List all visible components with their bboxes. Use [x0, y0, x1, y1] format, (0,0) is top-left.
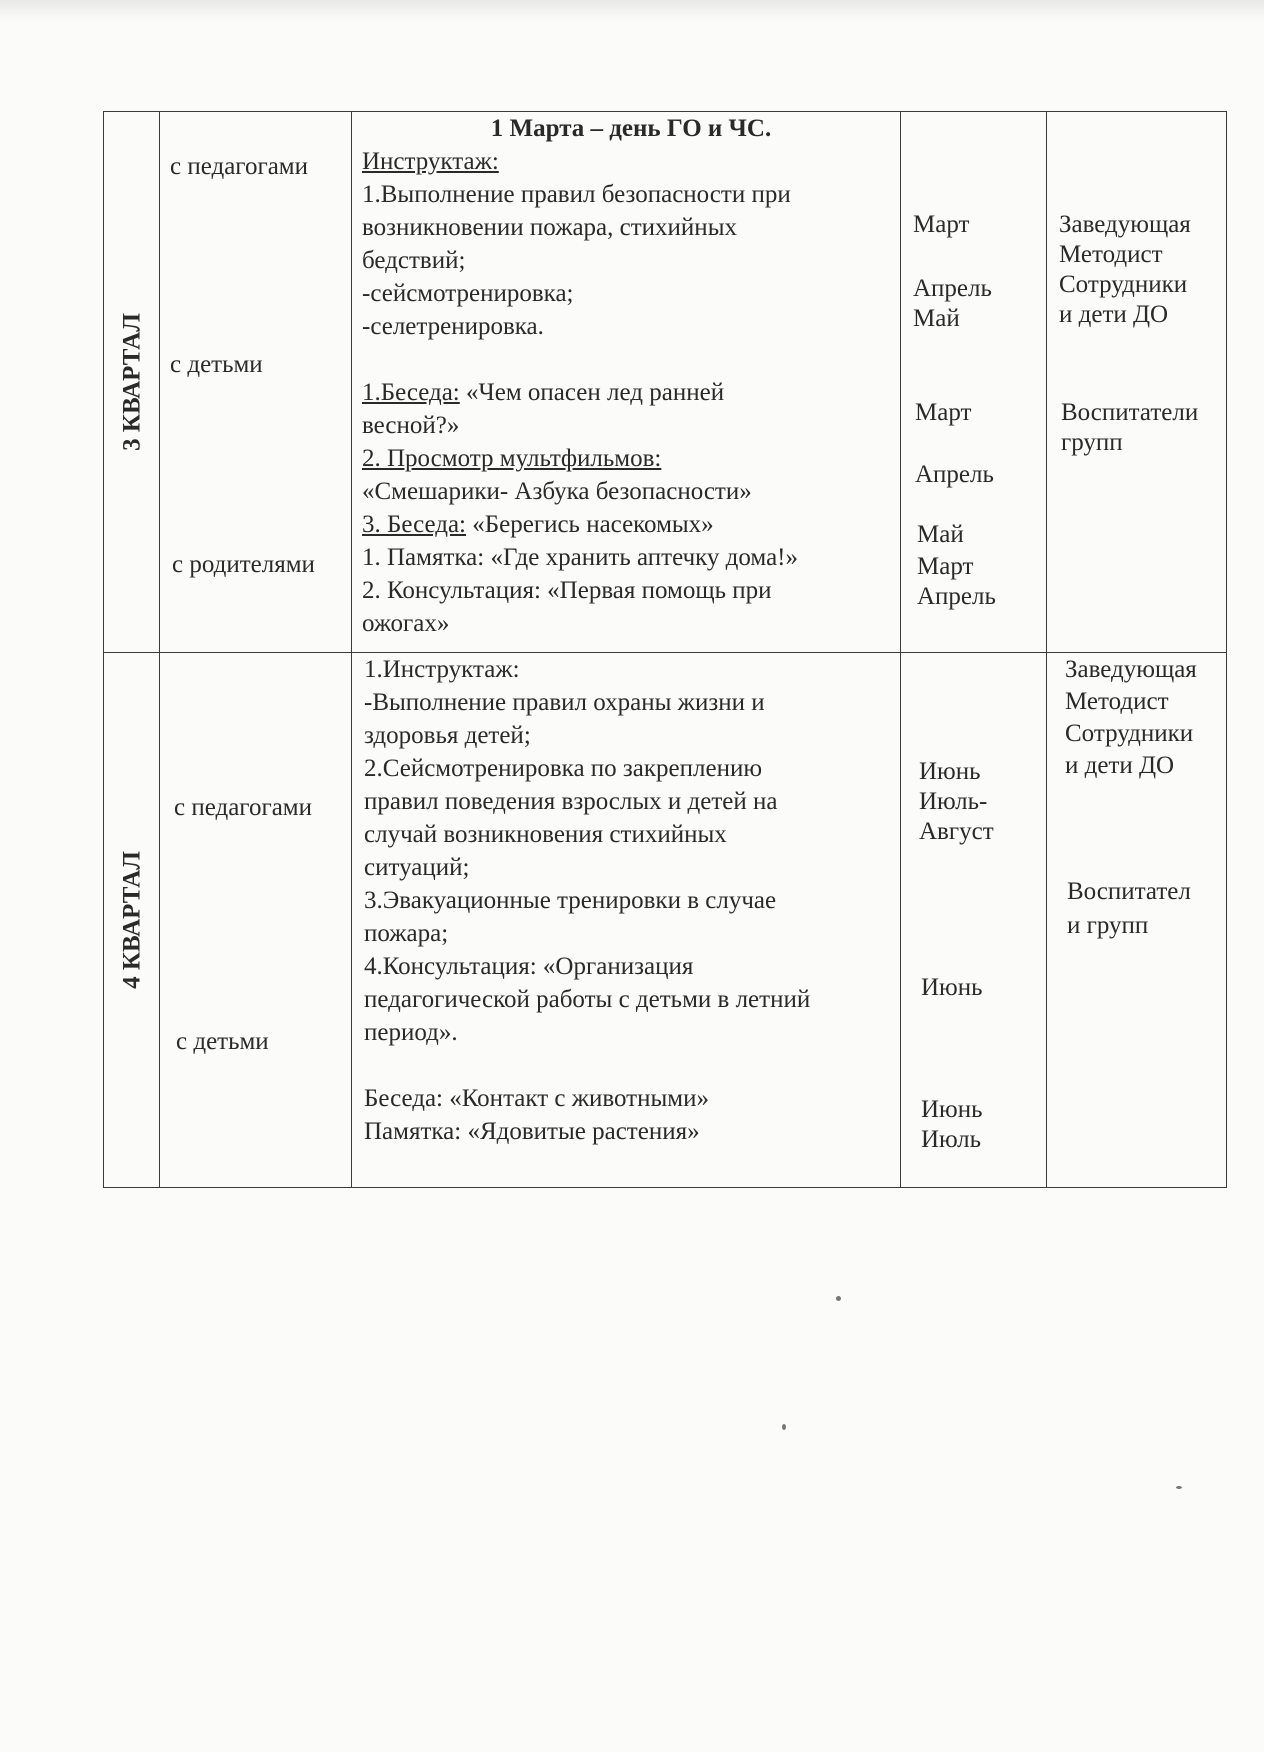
- plan-table: [103, 111, 1221, 1187]
- text-line: весной?»: [362, 412, 460, 439]
- text-line: правил поведения взрослых и детей на: [364, 788, 778, 815]
- content-cell: [352, 653, 901, 1188]
- text-line: -селетренировка.: [362, 313, 544, 340]
- text-line: Беседа: «Контакт с животными»: [364, 1085, 709, 1112]
- date: Апрель: [915, 461, 994, 488]
- responsible: Сотрудники: [1065, 720, 1194, 747]
- responsible-cell: [1047, 112, 1227, 653]
- date: Июнь: [921, 1096, 983, 1123]
- date: Май: [913, 305, 960, 332]
- text-line: 1.Беседа: «Чем опасен лед ранней: [362, 379, 725, 406]
- responsible: групп: [1061, 429, 1123, 456]
- quarter-4-label: 4 КВАРТАЛ: [118, 851, 145, 989]
- responsible: и дети ДО: [1065, 752, 1175, 779]
- text-line: возникновении пожара, стихийных: [362, 214, 737, 241]
- text-line: «Смешарики- Азбука безопасности»: [362, 478, 752, 505]
- text-line: 3. Беседа: «Берегись насекомых»: [362, 511, 714, 538]
- responsible: Методист: [1059, 241, 1163, 268]
- text-line: -Выполнение правил охраны жизни и: [364, 689, 765, 716]
- responsible-cell: [1047, 653, 1227, 1188]
- responsible: Сотрудники: [1059, 271, 1188, 298]
- group-teachers: с педагогами: [170, 153, 308, 180]
- section-heading: 1 Марта – день ГО и ЧС.: [490, 115, 772, 142]
- groups-cell: [160, 653, 352, 1188]
- date: Июнь: [921, 974, 983, 1001]
- date: Июнь: [919, 758, 981, 785]
- table-row: [104, 653, 1227, 1188]
- dates-cell: [901, 112, 1047, 653]
- text-line: ожогах»: [362, 610, 450, 637]
- table-row: [104, 112, 1227, 653]
- responsible: и групп: [1067, 912, 1149, 939]
- text-line: 1.Выполнение правил безопасности при: [362, 181, 791, 208]
- text-line: Памятка: «Ядовитые растения»: [364, 1118, 700, 1145]
- text-line: пожара;: [364, 920, 449, 947]
- date: Май: [917, 521, 964, 548]
- date: Март: [913, 211, 970, 238]
- responsible: Заведующая: [1059, 211, 1191, 238]
- text-line: здоровья детей;: [364, 722, 531, 749]
- scan-speck: [1176, 1486, 1182, 1489]
- date: Июль-: [919, 788, 988, 815]
- scan-speck: [782, 1424, 786, 1430]
- group-teachers: с педагогами: [174, 794, 312, 821]
- date: Апрель: [917, 583, 996, 610]
- group-parents: с родителями: [172, 551, 315, 578]
- text-line: 4.Консультация: «Организация: [364, 953, 694, 980]
- date: Март: [917, 553, 974, 580]
- date: Март: [915, 399, 972, 426]
- text-line: 1.Инструктаж:: [364, 656, 520, 683]
- text-line: 3.Эвакуационные тренировки в случае: [364, 887, 777, 914]
- dates-cell: [901, 653, 1047, 1188]
- responsible: Воспитател: [1067, 878, 1191, 905]
- text-line: 2.Сейсмотренировка по закреплению: [364, 755, 763, 782]
- instruction-title: Инструктаж:: [362, 148, 499, 175]
- text-line: 2. Просмотр мультфильмов:: [362, 445, 662, 472]
- group-children: с детьми: [176, 1028, 269, 1055]
- text-line: педагогической работы с детьми в летний: [364, 986, 811, 1013]
- date: Апрель: [913, 275, 992, 302]
- text-line: бедствий;: [362, 247, 466, 274]
- text-line: 2. Консультация: «Первая помощь при: [362, 577, 772, 604]
- quarter-4-cell: [104, 653, 160, 1188]
- text-line: -сейсмотренировка;: [362, 280, 574, 307]
- group-children: с детьми: [170, 351, 263, 378]
- text-line: период».: [364, 1019, 458, 1046]
- responsible: Методист: [1065, 688, 1169, 715]
- responsible: и дети ДО: [1059, 301, 1169, 328]
- page-edge: [0, 0, 1264, 22]
- responsible: Заведующая: [1065, 656, 1197, 683]
- responsible: Воспитатели: [1061, 399, 1199, 426]
- text-line: случай возникновения стихийных: [364, 821, 727, 848]
- date: Июль: [921, 1126, 981, 1153]
- quarter-3-label: 3 КВАРТАЛ: [118, 313, 145, 451]
- scan-speck: [836, 1296, 841, 1301]
- content-cell: [352, 112, 901, 653]
- groups-cell: [160, 112, 352, 653]
- text-line: 1. Памятка: «Где хранить аптечку дома!»: [362, 544, 798, 571]
- quarter-3-cell: [104, 112, 160, 653]
- text-line: ситуаций;: [364, 854, 470, 881]
- date: Август: [919, 818, 994, 845]
